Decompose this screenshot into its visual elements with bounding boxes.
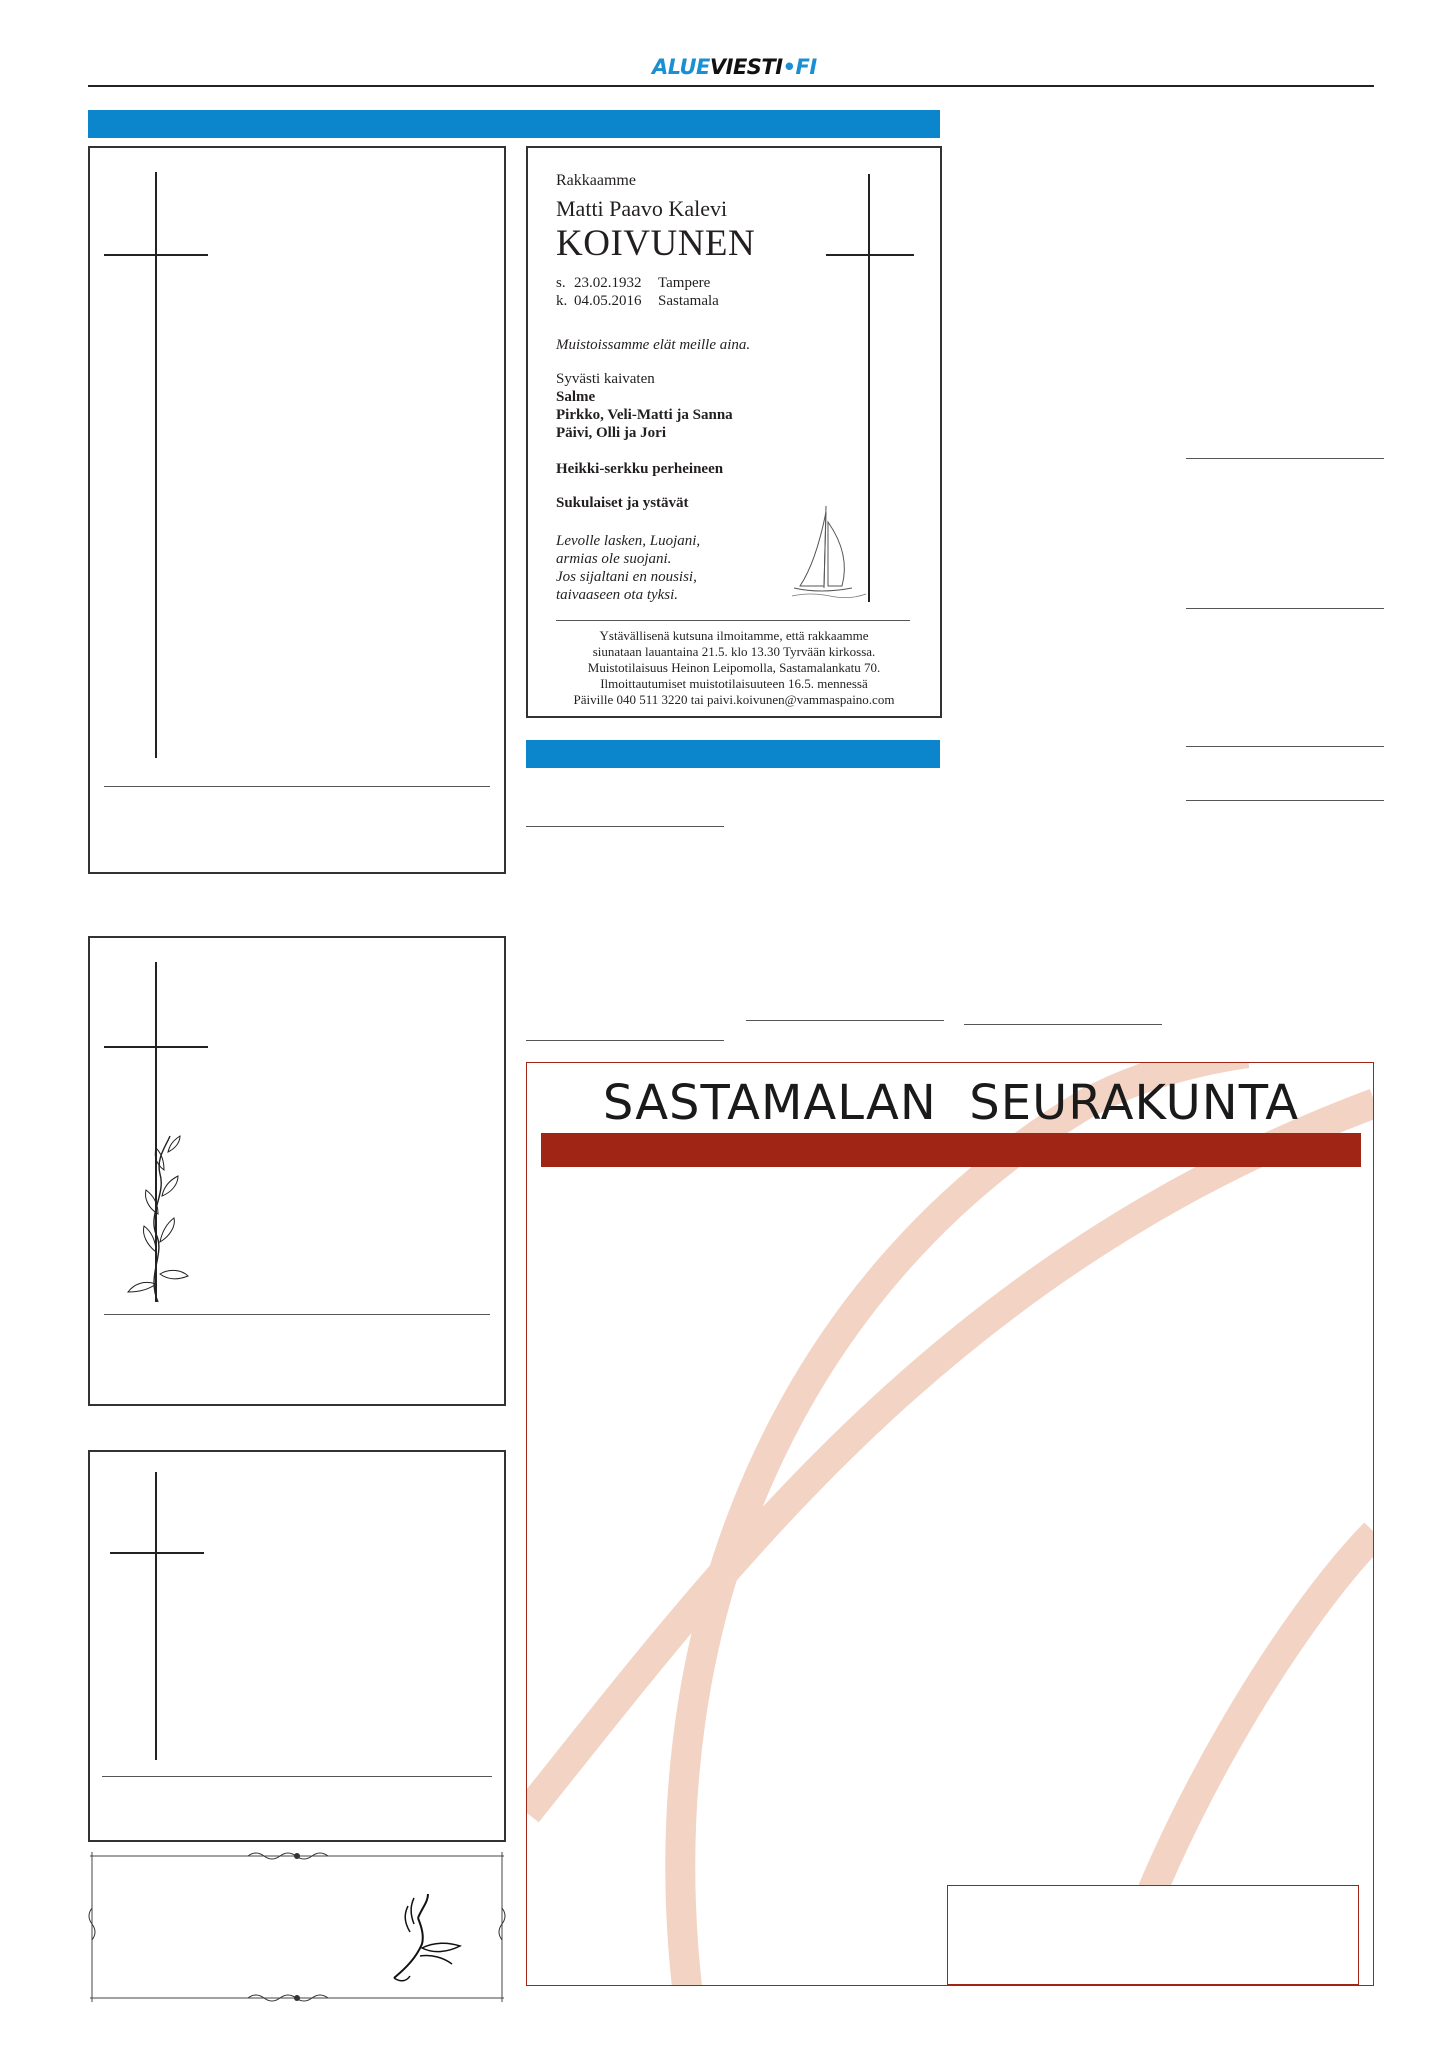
logo-part-viesti: VIESTI — [709, 55, 783, 79]
masthead-rule — [88, 85, 1374, 87]
poem-line: armias ole suojani. — [556, 551, 672, 567]
mourner: Päivi, Olli ja Jori — [556, 425, 666, 441]
obituary-koivunen — [526, 146, 942, 718]
cross-bar — [104, 1046, 208, 1048]
dove-icon — [394, 1894, 460, 1981]
obituary-surname: KOIVUNEN — [556, 223, 756, 264]
listing-rule — [1186, 800, 1384, 801]
section-bar-2 — [526, 740, 940, 768]
logo-part-alue: ALUE — [652, 55, 710, 79]
mourner: Pirkko, Veli-Matti ja Sanna — [556, 407, 733, 423]
cousin-line: Heikki-serkku perheineen — [556, 461, 724, 477]
parish-header-bar — [541, 1133, 1361, 1167]
relatives-line: Sukulaiset ja ystävät — [556, 495, 689, 511]
born-place: Tampere — [658, 275, 711, 291]
listing-rule — [526, 826, 724, 827]
listing-rule — [1186, 458, 1384, 459]
logo-part-fi: •FI — [782, 55, 817, 79]
notice-line: Päiville 040 511 3220 tai paivi.koivunen@vammaspaino.com — [573, 692, 895, 707]
section-header-bar — [88, 110, 940, 138]
poem-line: Levolle lasken, Luojani, — [556, 533, 701, 549]
notice-line: Ystävällisenä kutsuna ilmoitamme, että rakkaamme — [599, 628, 869, 643]
notice-line: Muistotilaisuus Heinon Leipomolla, Sastamalankatu 70. — [587, 660, 881, 675]
cross-icon — [868, 174, 870, 602]
listing-rule — [1186, 608, 1384, 609]
site-logo[interactable] — [652, 54, 817, 80]
mourners-block — [556, 370, 733, 442]
died-place: Sastamala — [658, 293, 719, 309]
ornamental-frame — [88, 1848, 506, 2006]
obituary-poem — [556, 532, 700, 604]
sailboat-icon — [790, 502, 870, 602]
poem-line: taivaaseen ota tyksi. — [556, 587, 679, 603]
parish-arc-graphic — [527, 1063, 1374, 1986]
cross-icon — [155, 172, 157, 758]
mourning-intro: Syvästi kaivaten — [556, 371, 655, 387]
born-date: 23.02.1932 — [574, 275, 642, 291]
parish-ad — [526, 1062, 1374, 1986]
notice-line: Ilmoittautumiset muistotilaisuuteen 16.5. mennessä — [600, 676, 868, 691]
vine-icon — [126, 1134, 196, 1304]
divider-line — [104, 1314, 490, 1315]
parish-title: SASTAMALAN SEURAKUNTA — [602, 1075, 1300, 1131]
cross-bar — [110, 1552, 204, 1554]
obituary-intro: Rakkaamme — [556, 172, 636, 189]
funeral-notice — [538, 628, 930, 708]
notice-divider — [556, 620, 910, 621]
died-line — [556, 292, 719, 310]
died-prefix: k. — [556, 293, 568, 309]
obituary-motto: Muistoissamme elät meille aina. — [556, 337, 751, 353]
listing-rule — [526, 1040, 724, 1041]
notice-line: siunataan lauantaina 21.5. klo 13.30 Tyrvään kirkossa. — [592, 644, 876, 659]
parish-info-box — [947, 1885, 1359, 1985]
divider-line — [104, 786, 490, 787]
mourner: Salme — [556, 389, 596, 405]
poem-line: Jos sijaltani en nousisi, — [556, 569, 697, 585]
died-date: 04.05.2016 — [574, 293, 642, 309]
divider-line — [102, 1776, 492, 1777]
listing-rule — [746, 1020, 944, 1021]
cross-icon — [155, 1472, 157, 1760]
born-prefix: s. — [556, 275, 566, 291]
listing-rule — [1186, 746, 1384, 747]
obituary-placeholder-3 — [88, 1450, 506, 1842]
cross-bar — [826, 254, 914, 256]
obituary-dates — [556, 274, 719, 310]
cross-bar — [104, 254, 208, 256]
obituary-given-names: Matti Paavo Kalevi — [556, 196, 728, 221]
born-line — [556, 274, 719, 292]
listing-rule — [964, 1024, 1162, 1025]
